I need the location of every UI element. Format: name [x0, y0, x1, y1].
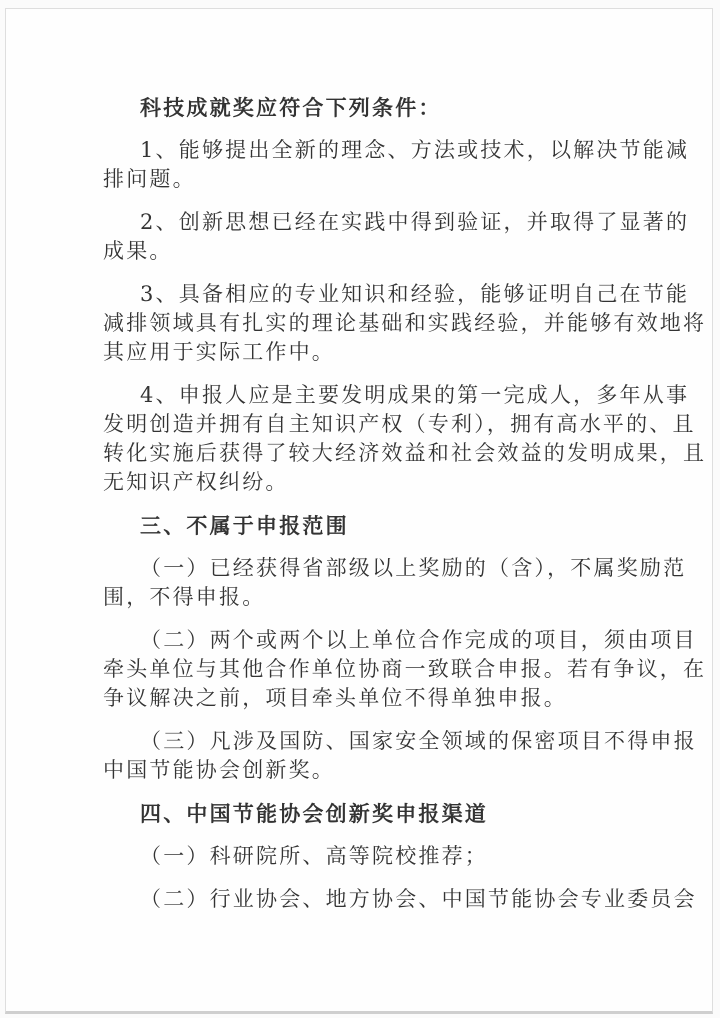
body-paragraph	[103, 842, 618, 871]
text-line: 成果。	[103, 239, 173, 263]
text-line: （二）行业协会、地方协会、中国节能协会专业委员会	[140, 887, 697, 911]
text-line: 中国节能协会创新奖。	[103, 758, 335, 782]
text-line: 发明创造并拥有自主知识产权（专利），拥有高水平的、且	[103, 412, 696, 436]
section-heading	[103, 799, 618, 828]
text-line: 围，不得申报。	[103, 585, 266, 609]
text-line: （二）两个或两个以上单位合作完成的项目，须由项目	[140, 628, 697, 652]
text-line: 牵头单位与其他合作单位协商一致联合申报。若有争议，在	[103, 657, 707, 681]
body-paragraph	[103, 280, 707, 367]
text-line: 无知识产权纠纷。	[103, 470, 289, 494]
document-page	[5, 8, 713, 1014]
text-line: 其应用于实际工作中。	[103, 340, 335, 364]
text-line: 4、申报人应是主要发明成果的第一完成人，多年从事	[140, 383, 690, 407]
section-heading	[103, 93, 618, 122]
heading-line: 科技成就奖应符合下列条件：	[140, 95, 442, 120]
heading-line: 三、不属于申报范围	[140, 513, 349, 538]
body-paragraph	[103, 554, 687, 612]
text-line: （一）已经获得省部级以上奖励的（含），不属奖励范	[140, 556, 687, 580]
text-line: 转化实施后获得了较大经济效益和社会效益的发明成果，且	[103, 441, 707, 465]
text-line: 2、创新思想已经在实践中得到验证，并取得了显著的	[140, 210, 690, 234]
text-line: 争议解决之前，项目牵头单位不得单独申报。	[103, 686, 567, 710]
text-line: （三）凡涉及国防、国家安全领域的保密项目不得申报	[140, 729, 697, 753]
text-line: 3、具备相应的专业知识和经验，能够证明自己在节能	[140, 282, 690, 306]
text-line: 减排领域具有扎实的理论基础和实践经验，并能够有效地将	[103, 311, 707, 335]
heading-line: 四、中国节能协会创新奖申报渠道	[140, 801, 488, 826]
body-paragraph	[103, 381, 707, 497]
text-line: 排问题。	[103, 167, 196, 191]
body-paragraph	[103, 727, 697, 785]
body-paragraph	[103, 208, 690, 266]
document-content	[103, 93, 707, 928]
body-paragraph	[103, 626, 707, 713]
body-paragraph	[103, 136, 690, 194]
text-line: 1、能够提出全新的理念、方法或技术，以解决节能减	[140, 138, 690, 162]
section-heading	[103, 511, 618, 540]
text-line: （一）科研院所、高等院校推荐；	[140, 844, 488, 868]
body-paragraph	[103, 885, 697, 914]
